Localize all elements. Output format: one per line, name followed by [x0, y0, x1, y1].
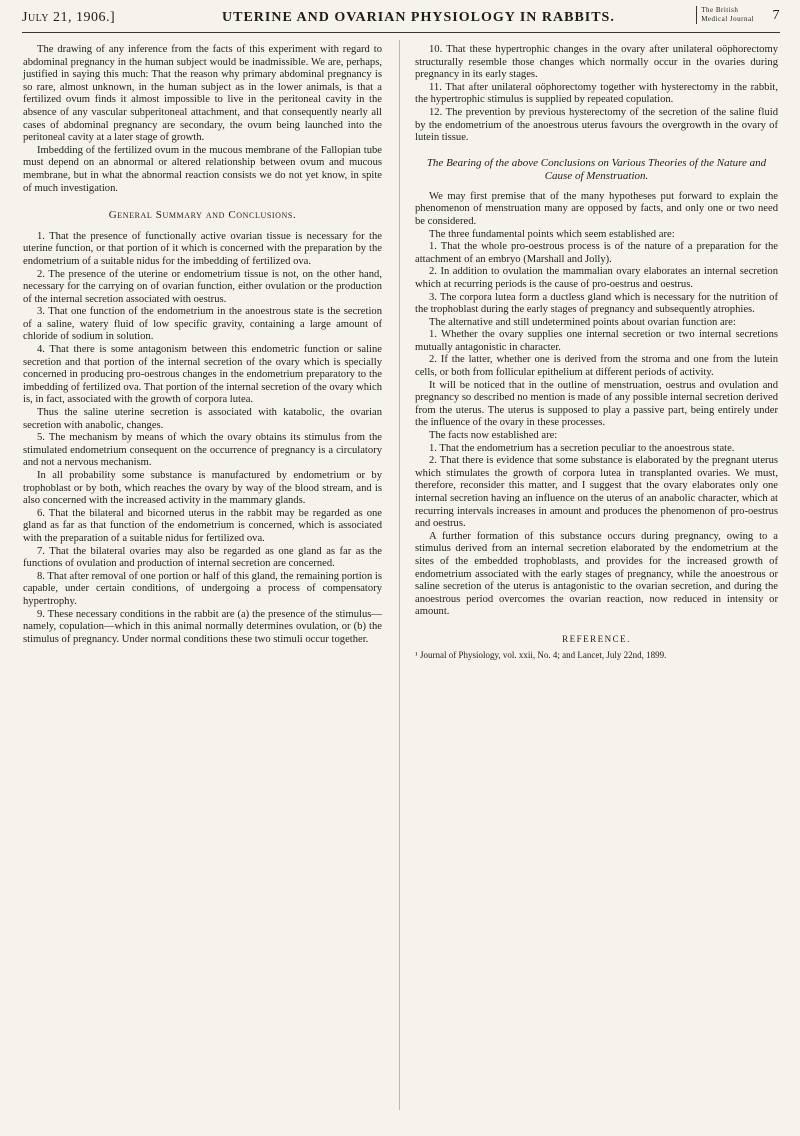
section-heading-summary: General Summary and Conclusions. [108, 209, 297, 222]
right-column [415, 44, 778, 661]
running-title: UTERINE AND OVARIAN PHYSIOLOGY IN RABBITS. [222, 10, 615, 25]
undetermined-point: 1. Whether the ovary supplies one internal secretion or two internal secretions mutually antagonistic in character. [415, 329, 778, 353]
left-column [23, 44, 382, 646]
journal-name-line2: Medical Journal [701, 15, 754, 23]
journal-name [696, 6, 754, 24]
conclusion-item: 1. That the presence of functionally active ovarian tissue is necessary for the uterine function, or that portion of it which is concerned with the preparation by the endometrium of a suitable nidus for the imbedding of fertilized ova. [23, 230, 382, 267]
fact-item: A further formation of this substance occurs during pregnancy, owing to a stimulus derived from an internal secretion elaborated by the endometrium at the sites of the embedded trophoblasts, and provides for the increased growth of endometrium associated with the early stages of pregnancy, while the anoestrous or saline secretion of the uterus is antagonistic to the ovarian secretion, and during the anoestrous period overcomes the ovarian reaction, now reduced in intensity or amount. [415, 530, 778, 618]
page-header [22, 4, 780, 33]
section-heading-menstruation: The Bearing of the above Conclusions on Various Theories of the Nature and Cause of Menstruation. [426, 156, 767, 182]
conclusion-item: 4. That there is some antagonism between this endometric function or saline secretion and that portion of the internal secretion of the ovary which is specially concerned in producing pro-oestrous changes in the endometrium preparatory to the imbedding of fertilized ova. That portion of the internal secretion of the ovary which is, in fact, associated with the growth of corpora lutea. [23, 344, 382, 406]
journal-name-line1: The British [701, 6, 739, 14]
conclusion-item: 9. These necessary conditions in the rabbit are (a) the presence of the stimulus—namely, copulation—which in this animal normally determines ovulation, or (b) the stimulus of pregnancy. Under normal conditions these two stimuli occur together. [23, 608, 382, 645]
paragraph: The three fundamental points which seem established are: [429, 228, 675, 240]
column-divider [399, 40, 400, 1110]
conclusion-item: 8. That after removal of one portion or half of this gland, the remaining portion is capable, under certain conditions, of undergoing a process of compensatory hypertrophy. [23, 570, 382, 607]
paragraph: Imbedding of the fertilized ovum in the mucous membrane of the Fallopian tube must depend on an abnormal or altered relationship between ovum and mucous membrane, but in what the abnormal reaction consists we do not yet know, in spite of much investigation. [23, 144, 382, 194]
conclusion-item: 6. That the bilateral and bicorned uterus in the rabbit may be regarded as one gland as far as that function of the endometrium is concerned, which is associated with the preparation of a suitable nidus for fertilized ova. [23, 507, 382, 544]
established-point: 3. The corpora lutea form a ductless gland which is necessary for the nutrition of the trophoblast during the early stages of pregnancy and subsequently atrophies. [415, 291, 778, 316]
paragraph: It will be noticed that in the outline of menstruation, oestrus and ovulation and pregnancy so described no mention is made of any possible internal secretion derived from the uterus. The uterus is supposed to play a passive part, being entirely under the influence of the ovary in these processes. [415, 379, 778, 429]
conclusion-item: 2. The presence of the uterine or endometrium tissue is not, on the other hand, necessary for the carrying on of ovarian function, either ovulation or the production of the internal secretion associated with oestrus. [23, 268, 382, 305]
paragraph: The alternative and still undetermined points about ovarian function are: [429, 316, 736, 328]
conclusion-item: 7. That the bilateral ovaries may also be regarded as one gland as far as the functions of ovulation and production of internal secretion are concerned. [23, 545, 382, 570]
issue-date: July 21, 1906.] [22, 10, 116, 25]
page-number: 7 [772, 8, 780, 23]
established-point: 1. That the whole pro-oestrous process is of the nature of a preparation for the attachment of an embryo (Marshall and Jolly). [415, 241, 778, 265]
reference-heading: REFERENCE. [562, 633, 631, 644]
established-point: 2. In addition to ovulation the mammalian ovary elaborates an internal secretion which at recurring periods is the cause of pro-oestrus and oestrus. [415, 266, 778, 290]
paragraph: We may first premise that of the many hypotheses put forward to explain the phenomenon of menstruation many are opposed by facts, and only one or two need be considered. [415, 190, 778, 227]
conclusion-item: 5. The mechanism by means of which the ovary obtains its stimulus from the stimulated endometrium consequent on the occurrence of pregnancy is a circulatory and not a nervous mechanism. [23, 432, 382, 469]
conclusion-item: Thus the saline uterine secretion is associated with katabolic, the ovarian secretion with anabolic, changes. [23, 407, 382, 431]
paragraph: The facts now established are: [429, 430, 558, 442]
paragraph: The drawing of any inference from the facts of this experiment with regard to abdominal pregnancy in the human subject would be inadmissible. We are, perhaps, justified in saying this much: That the reason why primary abdominal pregnancy is so rare, almost unknown, in the human subject as in the lower animals, is that a fertilized ovum finds it almost impossible to live in the peritoneal cavity in the absence of any vascular subperitoneal attachment, and that consequently nearly all cases of abdominal pregnancy are secondary, the ovum being launched into the peritoneal cavity at a later stage of growth. [23, 44, 382, 144]
conclusion-item: 3. That one function of the endometrium in the anoestrous state is the secretion of a saline, watery fluid of low specific gravity, containing a large amount of chloride of sodium in solution. [23, 306, 382, 343]
conclusion-item: In all probability some substance is manufactured by endometrium or by trophoblast or by both, which reaches the ovary by way of the blood stream, and is also concerned with the increased activity in the mammary glands. [23, 470, 382, 507]
conclusion-item: 11. That after unilateral oöphorectomy together with hysterectomy in the rabbit, the hypertrophic stimulus is supplied by repeated copulation. [415, 81, 778, 106]
conclusion-item: 10. That these hypertrophic changes in the ovary after unilateral oöphorectomy structurally resemble those changes which normally occur in the ovaries during pregnancy in its early stages. [415, 44, 778, 81]
fact-item: 1. That the endometrium has a secretion peculiar to the anoestrous state. [429, 442, 735, 454]
reference-citation: ¹ Journal of Physiology, vol. xxii, No. 4; and Lancet, July 22nd, 1899. [415, 649, 667, 660]
fact-item: 2. That there is evidence that some substance is elaborated by the pregnant uterus which stimulates the growth of corpora lutea in transplanted ovaries. We must, therefore, reconsider this matter, and I suggest that the ovary elaborates only one internal secretion having an influence on the uterus of an anabolic character, which at recurring intervals increases in amount and produces the phenomenon of pro-oestrus and oestrus. [415, 455, 778, 530]
conclusion-item: 12. The prevention by previous hysterectomy of the secretion of the saline fluid by the endometrium of the anoestrous uterus favours the overgrowth in the ovary of lutein tissue. [415, 106, 778, 144]
undetermined-point: 2. If the latter, whether one is derived from the stroma and one from the lutein cells, or both from follicular epithelium at different periods of activity. [415, 354, 778, 379]
